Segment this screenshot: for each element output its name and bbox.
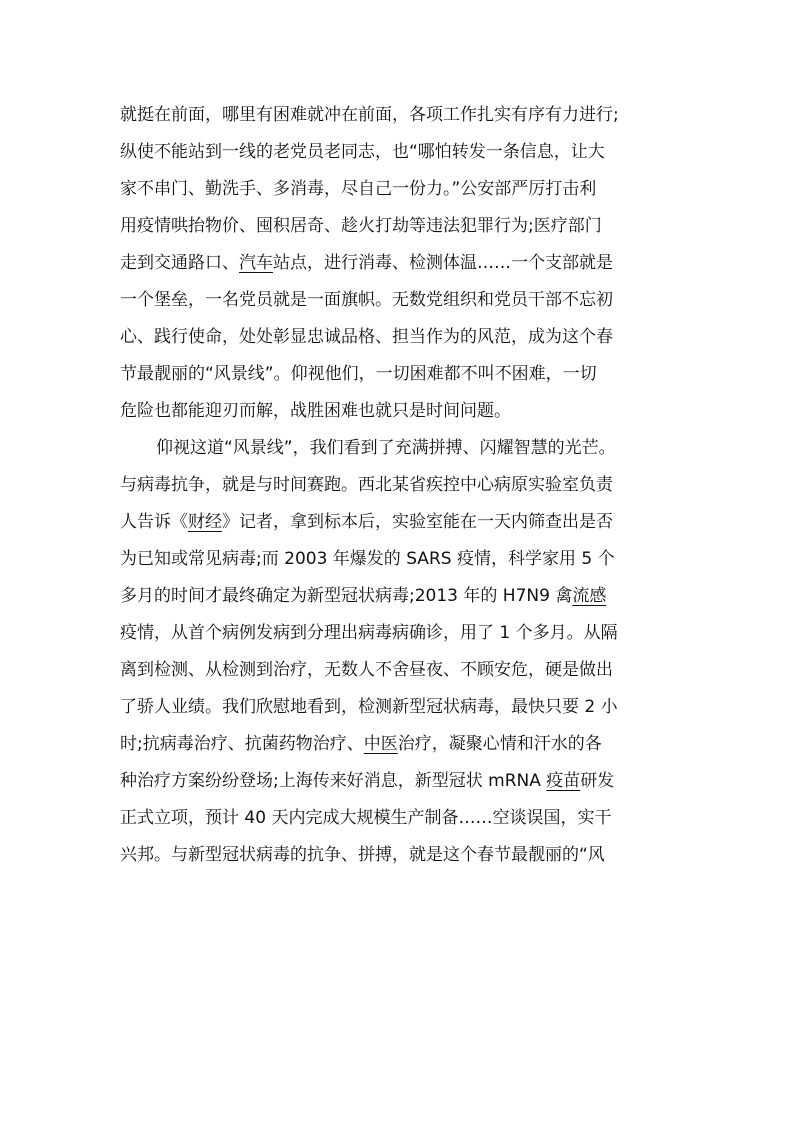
text-segment: 纵使不能站到一线的老党员老同志，也“哪怕转发一条信息，让大 — [120, 142, 605, 162]
text-segment: 一个堡垒，一名党员就是一面旗帜。无数党组织和党员干部不忘初 — [120, 290, 613, 310]
text-line — [120, 248, 613, 278]
keyword-link-qiche[interactable]: 汽车 — [239, 253, 273, 273]
keyword-link-zhongyi[interactable]: 中医 — [363, 734, 398, 754]
text-segment: 兴邦。与新型冠状病毒的抗争、拼搏，就是这个春节最靓丽的“风 — [120, 845, 605, 865]
text-segment: 站点，进行消毒、检测体温……一个支部就是 — [273, 253, 613, 273]
text-segment: 离到检测、从检测到治疗，无数人不舍昼夜、不顾安危，硬是做出 — [120, 660, 613, 680]
text-line — [120, 211, 602, 241]
text-line — [120, 655, 613, 685]
text-segment: 与病毒抗争，就是与时间赛跑。西北某省疾控中心病原实验室负责 — [120, 475, 613, 495]
text-segment: 时;抗病毒治疗、抗菌药物治疗、 — [120, 734, 364, 754]
keyword-link-yimiao[interactable]: 疫苗 — [546, 771, 581, 791]
text-line — [120, 396, 511, 426]
text-segment: 危险也都能迎刃而解，战胜困难也就只是时间问题。 — [120, 401, 511, 421]
text-segment: 疫情，从首个病例发病到分理出病毒病确诊，用了 1 个多月。从隔 — [120, 623, 618, 643]
keyword-link-caijing[interactable]: 财经 — [188, 512, 222, 532]
text-line — [120, 840, 605, 870]
text-segment: 多月的时间才最终确定为新型冠状病毒;2013 年的 H7N9 禽 — [120, 586, 573, 606]
text-line — [120, 174, 596, 204]
text-line — [120, 766, 614, 796]
text-segment: 正式立项，预计 40 天内完成大规模生产制备……空谈误国，实干 — [120, 808, 612, 828]
text-line — [120, 137, 605, 167]
text-segment: 治疗，凝聚心情和汗水的各 — [397, 734, 602, 754]
text-line — [120, 470, 613, 500]
text-segment: 用疫情哄抬物价、囤积居奇、趁火打劫等违法犯罪行为;医疗部门 — [120, 216, 602, 236]
text-line — [120, 544, 615, 574]
text-line — [120, 618, 618, 648]
text-line — [120, 803, 611, 833]
text-segment: 了骄人业绩。我们欣慰地看到，检测新型冠状病毒，最快只要 2 小 — [120, 697, 618, 717]
text-segment: 走到交通路口、 — [120, 253, 239, 273]
paragraph-first-line — [156, 433, 616, 463]
text-segment: 仰视这道“风景线”，我们看到了充满拼搏、闪耀智慧的光芒。 — [156, 438, 616, 458]
text-segment: 》记者，拿到标本后，实验室能在一天内筛查出是否 — [222, 512, 613, 532]
text-segment: 就挺在前面，哪里有困难就冲在前面，各项工作扎实有序有力进行; — [120, 105, 619, 125]
text-segment: 为已知或常见病毒;而 2003 年爆发的 SARS 疫情，科学家用 5 个 — [120, 549, 615, 569]
text-line — [120, 322, 613, 352]
text-segment: 节最靓丽的“风景线”。仰视他们，一切困难都不叫不困难，一切 — [120, 364, 597, 384]
text-line — [120, 285, 613, 315]
keyword-link-liugan[interactable]: 流感 — [572, 586, 607, 606]
text-segment: 研发 — [580, 771, 615, 791]
text-segment: 家不串门、勤洗手、多消毒，尽自己一份力。”公安部严厉打击利 — [120, 179, 597, 199]
text-line — [120, 581, 606, 611]
text-segment: 人告诉《 — [120, 512, 188, 532]
text-line — [120, 729, 602, 759]
text-line — [120, 507, 613, 537]
text-line — [120, 692, 618, 722]
text-segment: 心、践行使命，处处彰显忠诚品格、担当作为的风范，成为这个春 — [120, 327, 613, 347]
text-line — [120, 100, 619, 130]
text-segment: 种治疗方案纷纷登场;上海传来好消息，新型冠状 mRNA — [120, 771, 547, 791]
text-line — [120, 359, 597, 389]
